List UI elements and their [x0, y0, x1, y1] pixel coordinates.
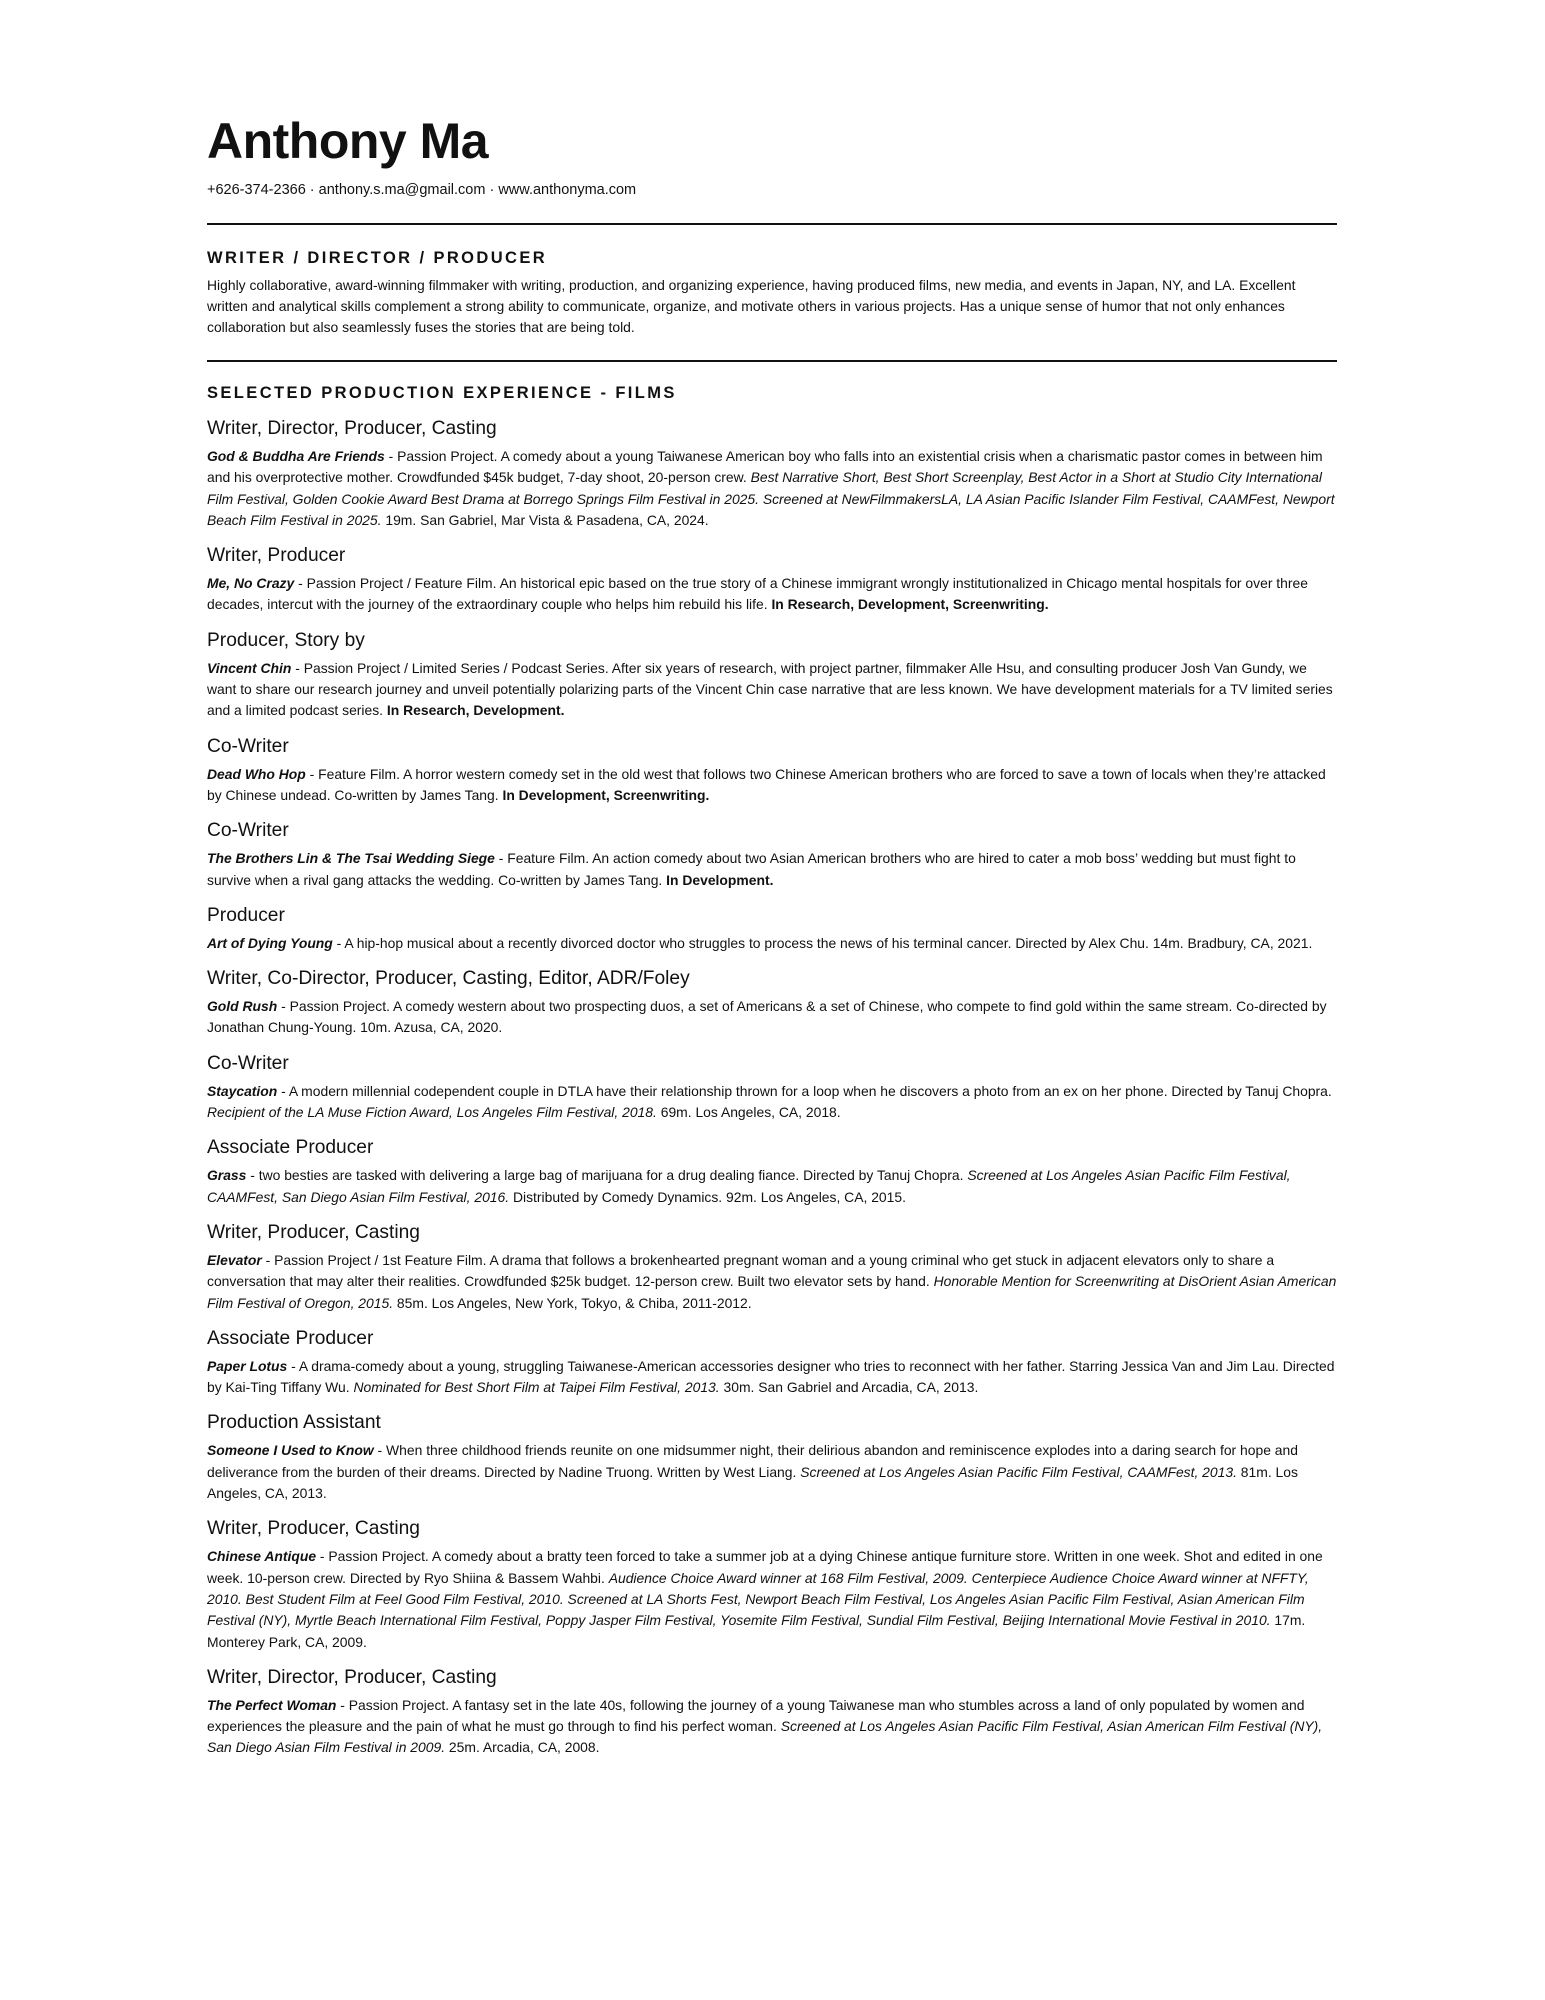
job-role: Co-Writer	[207, 1052, 289, 1074]
project-title: Staycation	[207, 1082, 278, 1099]
runtime-location: 19m. San Gabriel, Mar Vista & Pasadena, CA, 2024.	[381, 511, 709, 528]
project-title: God & Buddha Are Friends	[207, 448, 385, 464]
job-description	[207, 1165, 1337, 1208]
festival-notes: Screened at Los Angeles Asian Pacific Film Festival, CAAMFest, San Diego Asian Film Festival, 2016.	[207, 1167, 1291, 1205]
job-role: Producer, Story by	[207, 629, 365, 651]
job-description	[207, 1546, 1337, 1652]
festival-notes: Audience Choice Award winner at 168 Film Festival, 2009. Centerpiece Audience Choice Award winner at NFFTY, 2010. Best Student Film at Feel Good Film Festival, 2010. Screened at LA Shorts Fest, Newport Beach Film Festival, Los Angeles Asian Pacific Film Festival, Asian American Film Festival (NY), Myrtle Beach International Film Festival, Poppy Jasper Film Festival, Yosemite Film Festival, Sundial Film Festival, Beijing International Movie Festival in 2010.	[207, 1569, 1309, 1629]
job-role: Co-Writer	[207, 735, 289, 757]
job-entry	[207, 543, 1337, 616]
experience-heading: SELECTED PRODUCTION EXPERIENCE - FILMS	[207, 384, 677, 402]
project-status: In Research, Development, Screenwriting.	[771, 596, 1049, 613]
job-entry	[207, 1665, 1337, 1759]
job-entry	[207, 1220, 1337, 1314]
runtime-location: 17m. Monterey Park, CA, 2009.	[207, 1612, 1306, 1650]
description-text: - Passion Project. A comedy about a bratty teen forced to take a summer job at a dying Chinese antique furniture store. Written in one week. Shot and edited in one week. 10-person crew. Directed by Ryo Shiina & Bassem Wahbi.	[207, 1548, 1323, 1586]
job-description	[207, 848, 1337, 891]
project-title: Paper Lotus	[207, 1357, 288, 1374]
summary-heading: WRITER / DIRECTOR / PRODUCER	[207, 249, 548, 267]
project-title: Vincent Chin	[207, 659, 292, 676]
project-status: In Research, Development.	[386, 702, 565, 719]
job-role: Writer, Co-Director, Producer, Casting, Editor, ADR/Foley	[207, 968, 690, 990]
job-role: Writer, Producer	[207, 545, 346, 567]
project-title: Art of Dying Young	[207, 934, 333, 951]
summary-section	[207, 247, 1337, 338]
description-text: - A hip-hop musical about a recently divorced doctor who struggles to process the news of his terminal cancer. Directed by Alex Chu. 14m. Bradbury, CA, 2021.	[332, 934, 1313, 951]
job-description	[207, 996, 1337, 1039]
job-entry	[207, 966, 1337, 1039]
job-entry	[207, 1326, 1337, 1399]
festival-notes: Nominated for Best Short Film at Taipei Film Festival, 2013.	[353, 1379, 720, 1396]
email-link[interactable]: anthony.s.ma@gmail.com	[318, 182, 486, 198]
description-text: - Passion Project. A fantasy set in the late 40s, following the journey of a young Taiwanese man who stumbles across a land of only populated by women and experiences the pleasure and the pain of what he must go through to find his perfect woman.	[207, 1696, 1305, 1735]
job-description	[207, 446, 1337, 531]
festival-notes: Screened at Los Angeles Asian Pacific Film Festival, CAAMFest, 2013.	[800, 1463, 1237, 1480]
runtime-location: 30m. San Gabriel and Arcadia, CA, 2013.	[719, 1379, 979, 1396]
job-entry	[207, 1051, 1337, 1124]
job-description	[207, 1440, 1337, 1504]
description-text: - Passion Project / Limited Series / Podcast Series. After six years of research, with project partner, filmmaker Alle Hsu, and consulting producer Josh Van Gundy, we want to share our research journey and unveil potentially polarizing parts of the Vincent Chin case narrative that are less known. We have development materials for a TV limited series and a limited podcast series.	[207, 659, 1333, 719]
website-link[interactable]: www.anthonyma.com	[498, 182, 637, 198]
runtime-location: 85m. Los Angeles, New York, Tokyo, & Chiba, 2011-2012.	[393, 1294, 752, 1311]
job-description	[207, 933, 1337, 954]
festival-notes: Honorable Mention for Screenwriting at DisOrient Asian American Film Festival of Oregon, 2015.	[207, 1273, 1337, 1311]
job-role: Production Assistant	[207, 1412, 381, 1434]
phone: +626-374-2366	[207, 182, 306, 198]
description-text: - Passion Project. A comedy about a young Taiwanese American boy who falls into an existential crisis when a charismatic pastor comes in between him and his overprotective mother. Crowdfunded $45k budget, 7-day shoot, 20-person crew.	[207, 448, 1323, 486]
job-description	[207, 1356, 1337, 1399]
runtime-location: 81m. Los Angeles, CA, 2013.	[207, 1463, 1298, 1502]
job-entry	[207, 416, 1337, 531]
project-status: In Development.	[666, 871, 774, 888]
job-role: Writer, Producer, Casting	[207, 1221, 420, 1243]
runtime-location: 69m. Los Angeles, CA, 2018.	[656, 1104, 841, 1121]
project-title: Grass	[207, 1167, 247, 1184]
project-status: In Development, Screenwriting.	[502, 786, 710, 803]
job-description	[207, 573, 1337, 616]
description-text: - two besties are tasked with delivering a large bag of marijuana for a drug dealing fiance. Directed by Tanuj Chopra.	[246, 1167, 968, 1184]
separator: ·	[485, 182, 499, 198]
job-entry	[207, 818, 1337, 891]
description-text: - Feature Film. A horror western comedy set in the old west that follows two Chinese American brothers who are forced to save a town of locals when they’re attacked by Chinese undead. Co-written by James Tang.	[207, 765, 1326, 803]
job-entry	[207, 1516, 1337, 1652]
job-list	[207, 416, 1337, 1759]
job-role: Producer	[207, 904, 285, 926]
runtime-location: Distributed by Comedy Dynamics. 92m. Los Angeles, CA, 2015.	[509, 1188, 906, 1205]
job-description	[207, 764, 1337, 807]
job-role: Associate Producer	[207, 1137, 374, 1159]
description-text: - A modern millennial codependent couple in DTLA have their relationship thrown for a loop when he discovers a photo from an ex on her phone. Directed by Tanuj Chopra.	[277, 1082, 1332, 1099]
description-text: - Passion Project / Feature Film. An historical epic based on the true story of a Chinese immigrant wrongly institutionalized in Chicago mental hospitals for over three decades, intercut with the journey of the extraordinary couple who helps him rebuild his life.	[207, 575, 1308, 613]
summary-text: Highly collaborative, award-winning filmmaker with writing, production, and organizing experience, having produced films, new media, and events in Japan, NY, and LA. Excellent written and analytical skills complement a strong ability to communicate, organize, and motivate others in various projects. Has a unique sense of humor that not only enhances collaboration but also seamlessly fuses the stories that are being told.	[207, 277, 1296, 335]
job-role: Associate Producer	[207, 1327, 374, 1349]
description-text: - Passion Project. A comedy western about two prospecting duos, a set of Americans & a set of Chinese, who compete to find gold within the same stream. Co-directed by Jonathan Chung-Young. 10m. Azusa, CA, 2020.	[207, 998, 1327, 1036]
job-entry	[207, 903, 1337, 954]
runtime-location: 25m. Arcadia, CA, 2008.	[445, 1739, 600, 1756]
divider	[207, 223, 1337, 225]
project-title: Gold Rush	[207, 998, 278, 1015]
description-text: - A drama-comedy about a young, struggling Taiwanese-American accessories designer who tries to reconnect with her father. Starring Jessica Van and Jim Lau. Directed by Kai-Ting Tiffany Wu.	[207, 1357, 1335, 1396]
project-title: The Brothers Lin & The Tsai Wedding Siege	[207, 850, 495, 867]
festival-notes: Screened at Los Angeles Asian Pacific Film Festival, Asian American Film Festival (NY), San Diego Asian Film Festival in 2009.	[207, 1718, 1323, 1756]
divider	[207, 360, 1337, 362]
job-role: Writer, Director, Producer, Casting	[207, 418, 497, 439]
job-role: Writer, Producer, Casting	[207, 1518, 420, 1540]
job-role: Writer, Director, Producer, Casting	[207, 1666, 497, 1688]
job-entry	[207, 628, 1337, 722]
job-entry	[207, 1135, 1337, 1208]
project-title: The Perfect Woman	[207, 1696, 337, 1713]
separator: ·	[305, 182, 319, 198]
job-entry	[207, 1410, 1337, 1504]
job-role: Co-Writer	[207, 820, 289, 842]
description-text: - Passion Project / 1st Feature Film. A drama that follows a brokenhearted pregnant woman and a young criminal who get stuck in adjacent elevators only to share a conversation that may alter their realities. Crowdfunded $25k budget. 12-person crew. Built two elevator sets by hand.	[207, 1251, 1275, 1290]
job-description	[207, 1695, 1337, 1759]
name-heading: Anthony Ma	[207, 113, 489, 169]
job-description	[207, 1081, 1337, 1124]
resume-page	[207, 108, 1337, 1759]
contact-line	[207, 180, 1337, 200]
job-description	[207, 658, 1337, 722]
project-title: Elevator	[207, 1251, 262, 1268]
job-description	[207, 1250, 1337, 1314]
project-title: Me, No Crazy	[207, 575, 295, 592]
festival-notes: Best Narrative Short, Best Short Screenplay, Best Actor in a Short at Studio City International Film Festival, Golden Cookie Award Best Drama at Borrego Springs Film Festival in 2025. Screened at NewFilmmakersLA, LA Asian Pacific Islander Film Festival, CAAMFest, Newport Beach Film Festival in 2025.	[207, 469, 1335, 528]
description-text: - Feature Film. An action comedy about two Asian American brothers who are hired to cater a mob boss’ wedding but must fight to survive when a rival gang attacks the wedding. Co-written by James Tang.	[207, 850, 1296, 888]
experience-section	[207, 382, 1337, 1759]
festival-notes: Recipient of the LA Muse Fiction Award, Los Angeles Film Festival, 2018.	[207, 1104, 657, 1121]
project-title: Someone I Used to Know	[207, 1442, 374, 1459]
job-entry	[207, 734, 1337, 807]
project-title: Dead Who Hop	[207, 765, 306, 782]
description-text: - When three childhood friends reunite on one midsummer night, their delirious abandon and reminiscence explodes into a daring search for hope and deliverance from the burden of their dreams. Directed by Nadine Truong. Written by West Liang.	[207, 1442, 1298, 1480]
project-title: Chinese Antique	[207, 1548, 317, 1565]
